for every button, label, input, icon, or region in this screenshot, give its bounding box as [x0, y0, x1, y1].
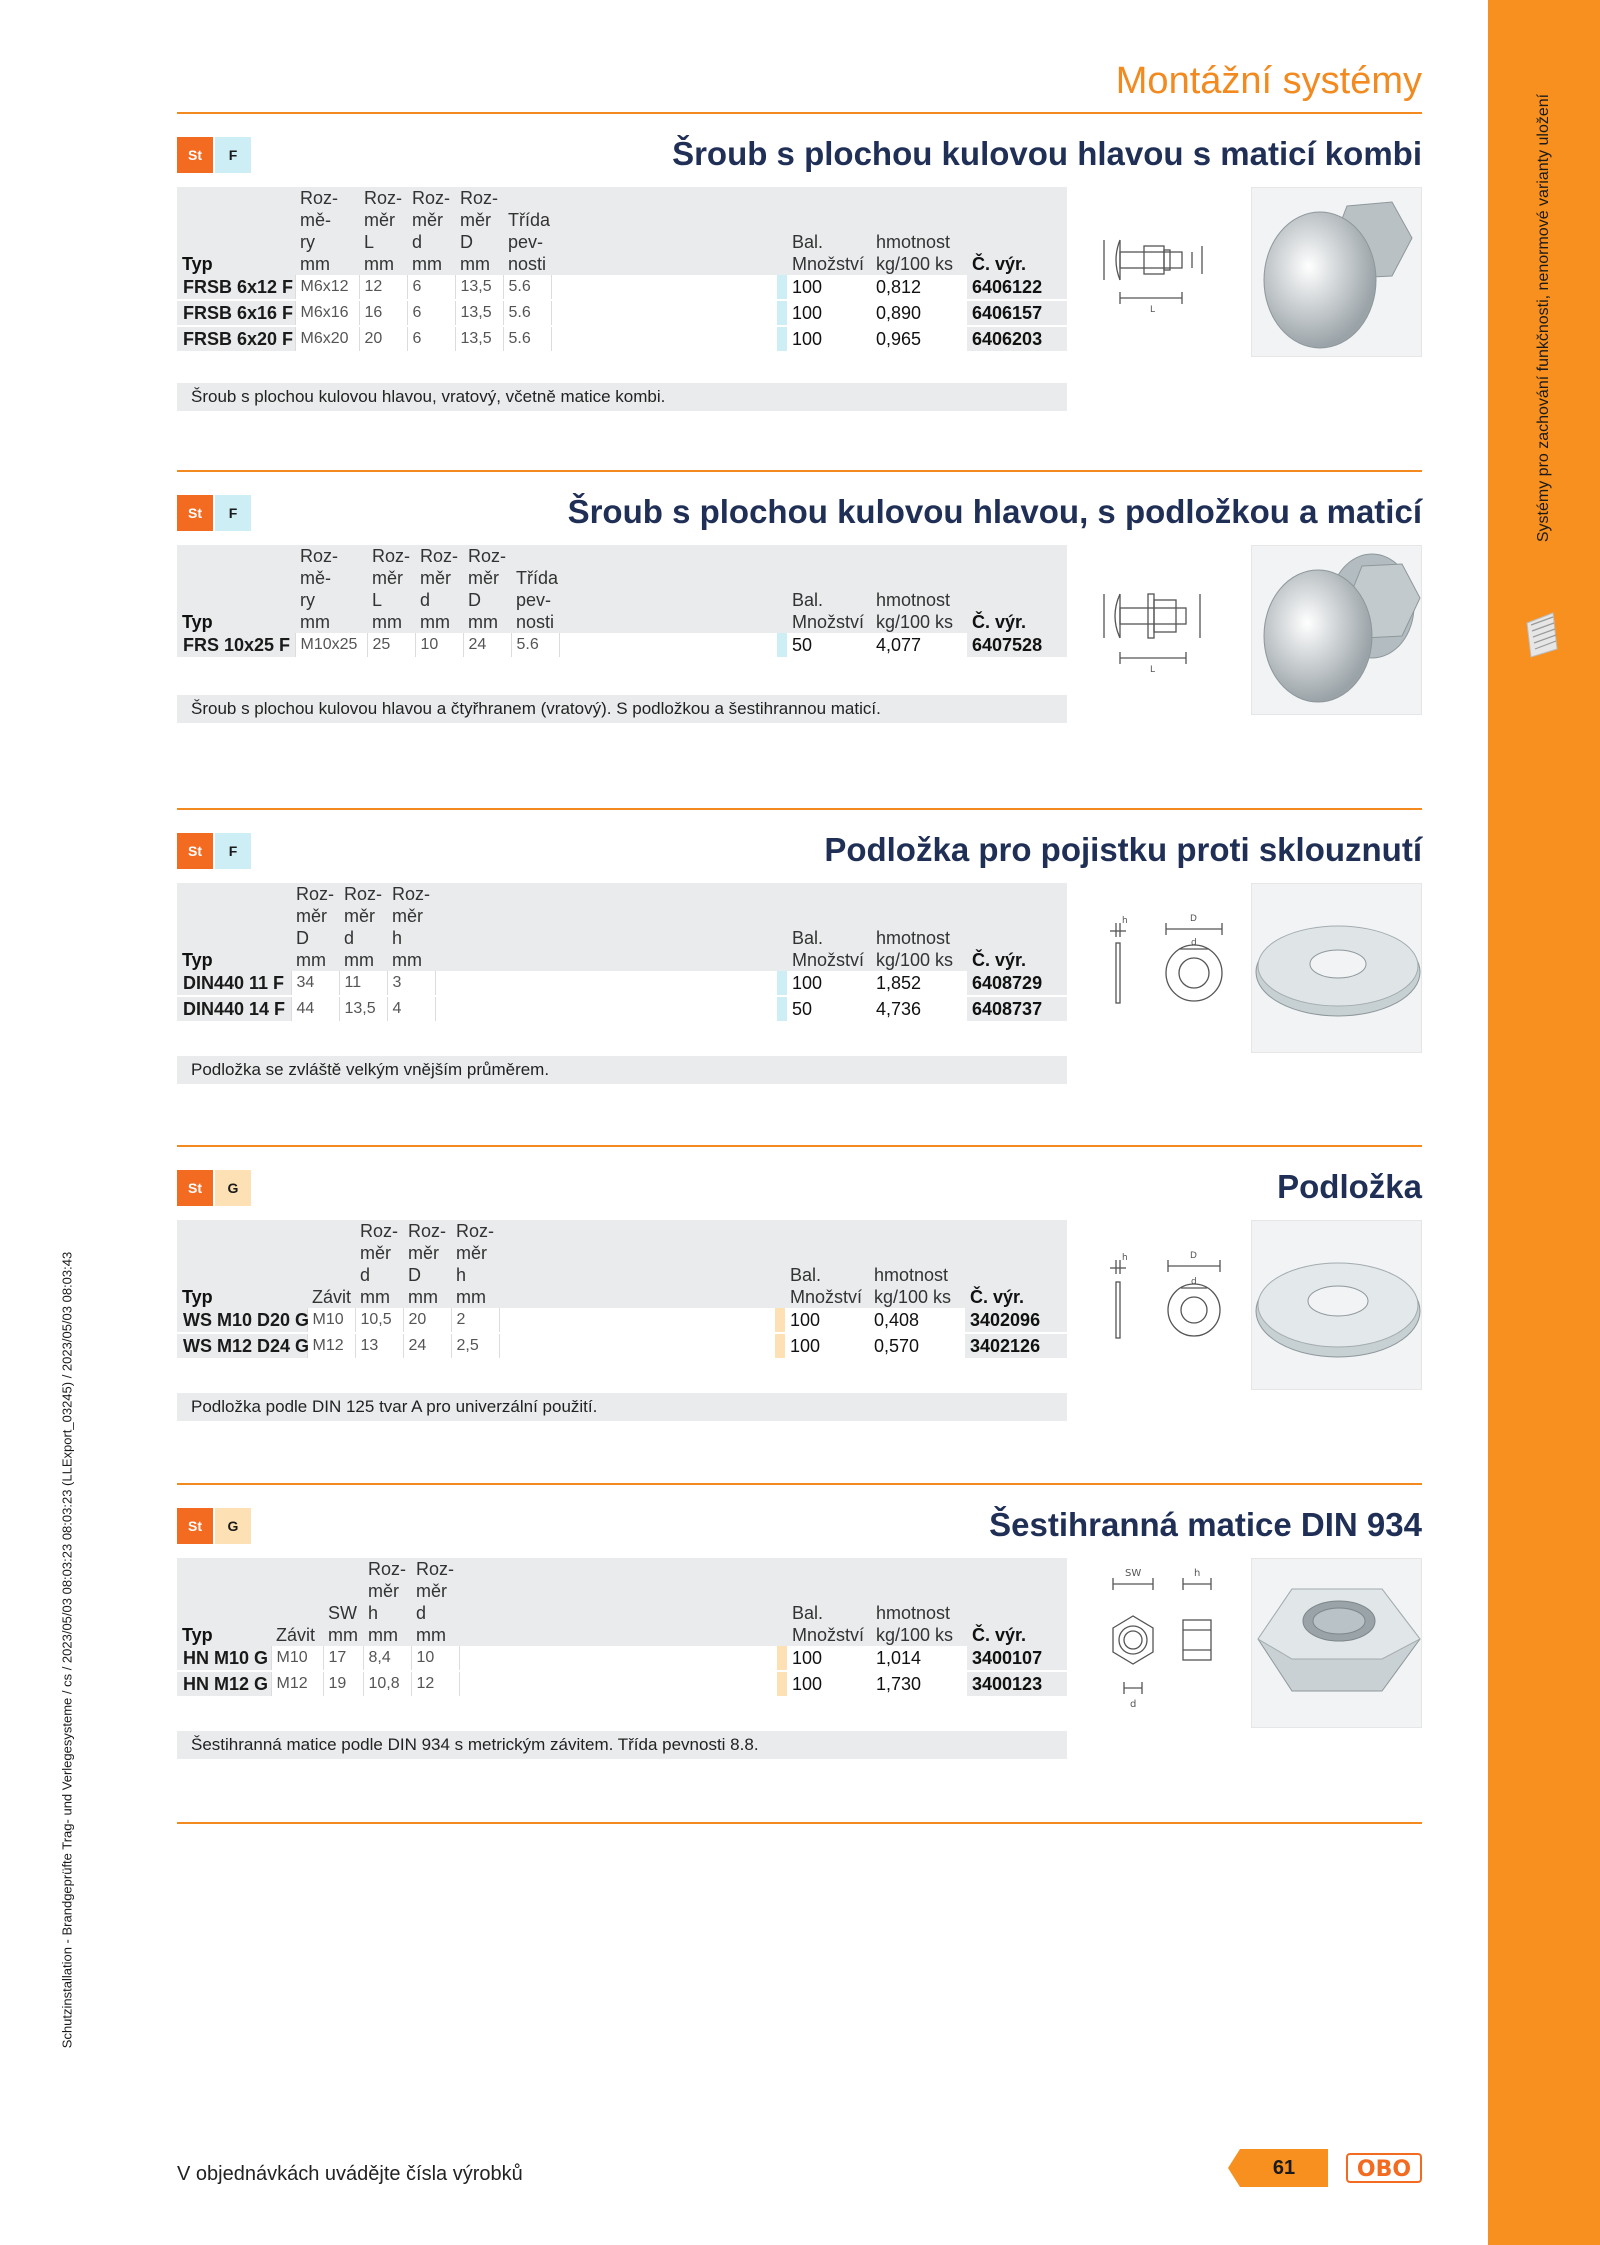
header-dim: Roz- měr D mm — [463, 545, 511, 633]
header-typ: Typ — [177, 1220, 307, 1308]
header-weight: hmotnost kg/100 ks — [871, 187, 967, 275]
product-description: Šestihranná matice podle DIN 934 s metrickým závitem. Třída pevnosti 8.8. — [177, 1731, 1067, 1759]
product-section-din440 — [177, 811, 1422, 1131]
cable-tray-icon — [1523, 609, 1561, 659]
section-rule — [177, 1822, 1422, 1824]
header-bal: Bal. Množství — [787, 883, 871, 971]
header-dim: Roz- měr D mm — [455, 187, 503, 275]
svg-text:L: L — [1150, 305, 1156, 315]
header-dim: Roz- mě- ry mm — [295, 187, 359, 275]
material-badge-st: St — [177, 1508, 213, 1544]
product-description: Podložka se zvláště velkým vnějším průměrem. — [177, 1056, 1067, 1084]
product-table — [177, 1220, 1067, 1360]
header-dim: Roz- mě- ry mm — [295, 545, 367, 633]
section-title: Podložka pro pojistku proti sklouznutí — [824, 831, 1422, 868]
table-header-row — [177, 883, 1067, 971]
section-title: Šroub s plochou kulovou hlavou, s podložkou a maticí — [567, 493, 1422, 530]
bolt-washer-drawing-icon — [1092, 558, 1232, 678]
svg-text:L: L — [1150, 665, 1156, 675]
svg-text:h: h — [1122, 916, 1128, 926]
product-description: Šroub s plochou kulovou hlavou a čtyřhranem (vratový). S podložkou a šestihrannou maticí. — [177, 695, 1067, 723]
product-description: Šroub s plochou kulovou hlavou, vratový, včetně matice kombi. — [177, 383, 1067, 411]
material-badge-st: St — [177, 137, 213, 173]
header-thread: Závit — [271, 1558, 323, 1646]
header-bal: Bal. Množství — [787, 187, 871, 275]
side-category-label: Systémy pro zachování funkčnosti, nenormové varianty uložení — [1535, 93, 1552, 543]
bolt-drawing-icon — [1092, 200, 1232, 320]
section-rule — [177, 808, 1422, 810]
table-row: DIN440 14 F 44 13,5 4 50 4,736 6408737 — [177, 996, 1067, 1022]
header-weight: hmotnost kg/100 ks — [871, 545, 967, 633]
header-dim: Třída pev- nosti — [503, 187, 551, 275]
header-typ: Typ — [177, 1558, 271, 1646]
table-row: HN M10 G M10 17 8,4 10 100 1,014 3400107 — [177, 1646, 1067, 1671]
product-section-frs — [177, 473, 1422, 793]
section-rule — [177, 1145, 1422, 1147]
product-photo — [1251, 1220, 1422, 1390]
svg-text:d: d — [1191, 1277, 1197, 1287]
section-rule — [177, 1483, 1422, 1485]
table-row: FRSB 6x12 F M6x12 12 6 13,5 5.6 100 0,812 6406122 — [177, 275, 1067, 300]
header-bal: Bal. Množství — [785, 1220, 869, 1308]
svg-text:SW: SW — [1125, 1568, 1142, 1579]
product-description: Podložka podle DIN 125 tvar A pro univerzální použití. — [177, 1393, 1067, 1421]
material-badge-st: St — [177, 833, 213, 869]
product-table — [177, 187, 1067, 353]
table-row: FRSB 6x16 F M6x16 16 6 13,5 5.6 100 0,890 6406157 — [177, 300, 1067, 326]
section-title: Šroub s plochou kulovou hlavou s maticí kombi — [672, 135, 1422, 172]
product-section-ws — [177, 1148, 1422, 1468]
finish-badge-f: F — [215, 137, 251, 173]
product-table — [177, 883, 1067, 1023]
header-weight: hmotnost kg/100 ks — [871, 883, 967, 971]
svg-text:OBO: OBO — [1356, 2157, 1412, 2182]
section-title: Šestihranná matice DIN 934 — [989, 1506, 1422, 1543]
header-dim: Roz- měr d mm — [411, 1558, 459, 1646]
header-article-no: Č. výr. — [967, 1558, 1067, 1646]
page-header-title: Montážní systémy — [1115, 60, 1422, 102]
header-rule — [177, 112, 1422, 114]
hex-nut-drawing-icon — [1087, 1564, 1227, 1714]
left-margin-text — [0, 0, 120, 2245]
table-header-row — [177, 545, 1067, 633]
table-row: WS M12 D24 G M12 13 24 2,5 100 0,570 3402126 — [177, 1333, 1067, 1359]
finish-badge-g: G — [215, 1170, 251, 1206]
material-badge-st: St — [177, 495, 213, 531]
export-info: Schutzinstallation - Brandgeprüfte Trag- und Verlegesysteme / cs / 2023/05/03 08:03:23 08:03:23 (LLExport_03245) / 2023/05/03 08:03:43 — [59, 1251, 75, 2049]
header-dim: Roz- měr h mm — [363, 1558, 411, 1646]
product-photo — [1251, 545, 1422, 715]
header-article-no: Č. výr. — [967, 545, 1067, 633]
svg-text:h: h — [1194, 1568, 1201, 1579]
product-photo — [1251, 1558, 1422, 1728]
product-section-frsb — [177, 115, 1422, 435]
header-dim: Roz- měr h mm — [387, 883, 435, 971]
header-typ: Typ — [177, 187, 295, 275]
table-header-row — [177, 187, 1067, 275]
product-section-hn — [177, 1486, 1422, 1806]
header-dim: Roz- měr L mm — [359, 187, 407, 275]
material-badge-st: St — [177, 1170, 213, 1206]
table-header-row — [177, 1558, 1067, 1646]
finish-badge-f: F — [215, 833, 251, 869]
header-weight: hmotnost kg/100 ks — [871, 1558, 967, 1646]
table-row: HN M12 G M12 19 10,8 12 100 1,730 3400123 — [177, 1671, 1067, 1697]
side-band-text — [1488, 0, 1600, 2245]
header-dim: Roz- měr d mm — [339, 883, 387, 971]
header-dim: Roz- měr d mm — [355, 1220, 403, 1308]
product-photo — [1251, 883, 1422, 1053]
page-number: 61 — [1272, 2157, 1296, 2179]
section-title: Podložka — [1277, 1168, 1422, 1205]
product-photo — [1251, 187, 1422, 357]
washer-drawing-icon — [1092, 1248, 1232, 1368]
svg-text:D: D — [1190, 1251, 1197, 1261]
table-row: FRS 10x25 F M10x25 25 10 24 5.6 50 4,077 6407528 — [177, 633, 1067, 658]
header-dim: Třída pev- nosti — [511, 545, 559, 633]
header-article-no: Č. výr. — [967, 187, 1067, 275]
header-dim: Roz- měr d mm — [407, 187, 455, 275]
header-typ: Typ — [177, 545, 295, 633]
header-typ: Typ — [177, 883, 291, 971]
section-rule — [177, 470, 1422, 472]
header-dim: Roz- měr d mm — [415, 545, 463, 633]
svg-text:h: h — [1122, 1253, 1128, 1263]
finish-badge-f: F — [215, 495, 251, 531]
svg-text:d: d — [1191, 938, 1197, 948]
header-dim: Roz- měr D mm — [291, 883, 339, 971]
header-bal: Bal. Množství — [787, 1558, 871, 1646]
table-row: FRSB 6x20 F M6x20 20 6 13,5 5.6 100 0,965 6406203 — [177, 326, 1067, 352]
finish-badge-g: G — [215, 1508, 251, 1544]
header-bal: Bal. Množství — [787, 545, 871, 633]
table-row: DIN440 11 F 34 11 3 100 1,852 6408729 — [177, 971, 1067, 996]
header-article-no: Č. výr. — [967, 883, 1067, 971]
washer-drawing-icon — [1092, 911, 1232, 1031]
table-row: WS M10 D20 G M10 10,5 20 2 100 0,408 3402096 — [177, 1308, 1067, 1333]
table-header-row — [177, 1220, 1067, 1308]
header-dim: Roz- měr h mm — [451, 1220, 499, 1308]
header-weight: hmotnost kg/100 ks — [869, 1220, 965, 1308]
header-thread: Závit — [307, 1220, 355, 1308]
obo-logo — [1345, 2152, 1423, 2184]
footer-note: V objednávkách uvádějte čísla výrobků — [177, 2163, 523, 2185]
header-dim: Roz- měr D mm — [403, 1220, 451, 1308]
svg-text:d: d — [1130, 1699, 1137, 1710]
product-table — [177, 545, 1067, 659]
svg-text:D: D — [1190, 914, 1197, 924]
header-article-no: Č. výr. — [965, 1220, 1067, 1308]
header-sw: SW mm — [323, 1558, 363, 1646]
header-dim: Roz- měr L mm — [367, 545, 415, 633]
product-table — [177, 1558, 1067, 1698]
